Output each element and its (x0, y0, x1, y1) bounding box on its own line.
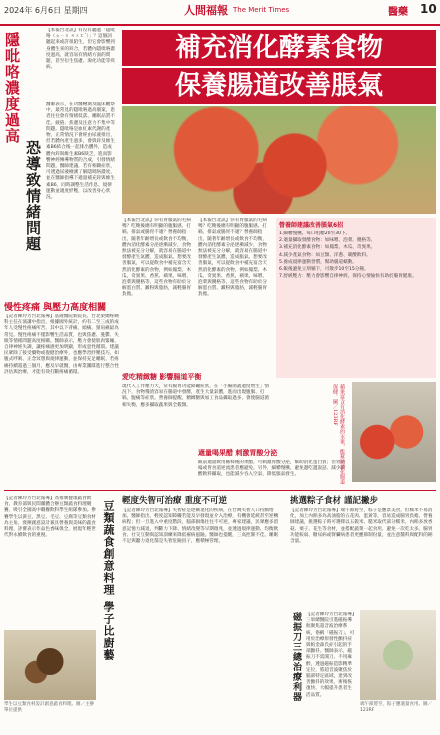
main-headline-1: 補充消化酵素食物 (122, 30, 436, 66)
zongzi-photo-caption: 端午節將至，粽子應適量食用。圖／123RF (360, 702, 432, 713)
tips-list (276, 231, 436, 281)
newspaper-logo-subtitle: The Merit Times (233, 6, 290, 14)
zongzi-photo (360, 610, 436, 700)
zongzi-body (290, 508, 436, 608)
vegan-photo-caption: 學生以豆類食材設計創意蔬食料理。圖／主辦單位提供 (4, 702, 94, 713)
stress-lead (46, 28, 116, 100)
tip-item: 3.補充消化酵素食物：如鳳梨、木瓜、奇異果。 (279, 245, 376, 251)
stress-body (46, 102, 116, 282)
dementia-title: 輕度失智可治療 重度不可逆 (122, 496, 227, 506)
vegan-title: 豆類蔬食創意料理 學子比廚藝 (102, 500, 115, 661)
tip-item: 7.舒緩壓力：壓力會影響自律神經，保持心情愉快有助於腸胃健康。 (279, 274, 417, 280)
stress-body-text: 醫師表示，在功醫檢測及臨床觀察中，最常見的隱吡咯過高個案，患者往往會有情緒低落、睡眠品質不佳、疲倦、焦慮及注意力不集中等問題。隱吡咯是血紅素代謝的產物，正常情況下會經由尿液排出，但若體內產生過多，會與鋅及維生素B6結合後一起排出體外，造成體內鋅與維生素B6缺乏，進而影響神經傳導物質的合成，引發情緒問題。醫師建議，若有相關症狀，可透過尿液檢測了解隱吡咯濃度，並在醫師指導下適量補充鋅與維生素B6，同時調整生活作息、規律運動並適度紓壓，以改善身心狀況。 (46, 102, 115, 201)
tip-item: 1.細嚼慢嚥，每口咀嚼20至30下。 (279, 231, 351, 236)
tip-item: 5.養成規律運動習慣，幫助腸道蠕動。 (279, 259, 357, 265)
issue-date: 2024年 6月6日 星期四 (4, 6, 88, 15)
apple-bowl-photo (352, 382, 436, 482)
main-mid (198, 218, 270, 368)
main-body-text: 【本報台北訊】你有胃脹氣的毛病嗎？吃飽後總有明顯的腹脹感、打嗝、排氣或腸胃不適？營養師指出，隨著年齡增長或飲食不均衡，體內消化酵素分泌逐漸減少，食物無法被充分分解，就容易在腸道中發酵產生氣體，造成脹氣。想要改善脹氣，可以從飲食中補充富含天然消化酵素的食物，例如鳳梨、木瓜、奇異果、香蕉、蘋果、味噌、泡菜與優格等，這些食物有助於分解蛋白質、澱粉與脂肪，減輕腸胃負擔。 (122, 218, 191, 298)
main-photo-caption: 蘋果富含有消化酵素的水果，能幫助消化腸道保健。圖／123RF (332, 384, 345, 484)
main-sub2-text: 飯前適量飲用稀釋後的果醋，可刺激胃酸分泌，幫助消化蛋白質；但胃潰瘍或胃食道逆流患者應避免。另外，細嚼慢嚥、避免邊吃邊說話、減少碳酸飲料攝取，也能減少吞入空氣，降低脹氣發生。 (198, 460, 346, 478)
pain-body (4, 314, 119, 484)
main-sub1-body (122, 384, 272, 444)
stress-lead-text: 【本報台北訊】有沒有聽過「隱吡咯（ㄆㄧㄡ ㄌㄨㄛˇ）」？這個詞聽起來或許很陌生，但它會影響到身體生來的鋅合，若體內隱吡咯濃度過高，就容易有情緒方面的問題，甚至衍生焦慮、淘化功能等疾病。 (46, 28, 115, 71)
main-sub1-text: 現代人工作壓力大，常有腸胃功能障礙症狀，在「小腸菌叢過度增生」情況下，食物殘渣容易在腸道中發酵，產生大量氣體，進而出現腹脹、打嗝、腹痛等症狀。營養師提醒，精緻糖與加工食品攝取過多，會使腸道菌相失衡，應多攝取蔬果與全穀類。 (122, 384, 270, 408)
dementia-body (122, 508, 282, 723)
vegan-body (4, 496, 96, 626)
vegan-food-photo (4, 630, 96, 700)
section-divider (4, 490, 436, 491)
stress-title-left: 恐導致情緒問題 (24, 140, 42, 252)
newspaper-logo: 人間福報 (184, 4, 228, 17)
stress-title-right: 隱吡咯濃度過高 (3, 32, 21, 144)
magnet-title: 磁振刀三總治療利器 (291, 612, 301, 702)
pain-body-text: 【記者陳玲芳台北報導】基隆醫院新院長、台北榮總疼痛科主任在演講中指出，根據國外統計，約有二至三成的成年人受慢性疼痛所苦，其中以下背痛、頭痛、頸肩痛最為常見。慢性疼痛不僅影響生活品質，也與焦慮、憂鬱、失眠等情緒問題高度相關。醫師表示，壓力會使肌肉緊繃、自律神經失調，讓疼痛感更加明顯，形成惡性循環。建議民眾除了接受藥物或復健治療外，也應學習紓壓技巧，如腹式呼吸、正念冥想與規律運動，並保持充足睡眠。若疼痛持續超過三個月，應及早就醫，由專業團隊進行整合性評估與治療，才能有效打斷疼痛循環。 (4, 314, 119, 375)
vegan-body-text: 【記者陳玲芳台北報導】為推廣健康蔬食飲食，教育部與民間團體合辦豆類蔬食料理競賽，吸引全國高中職餐飲科學生組隊參加。參賽學生以黃豆、黑豆、毛豆、豆腐等豆類食材為主角，發揮創意設計兼具營養與美味的蔬食料理，評審表示作品色香味俱全，展現年輕世代對永續飲食的重視。 (4, 496, 96, 539)
apple-photo-2 (352, 382, 436, 482)
dementia-body-text: 【記者陳玲芳台北報導】失智症是逐漸退化的疾病，在台灣失智人口持續增加。醫師指出，輕度認知障礙若能及早發現並介入治療，有機會延緩甚至逆轉病程；但一旦進入中重度階段，腦部損傷往往不可逆。專家建議，民眾應多留意記憶力減退、判斷力下降、情緒改變等早期徵兆，並透過規律運動、均衡飲食、社交互動與認知訓練來降低罹病風險。醫師也提醒，三高控制不佳、睡眠不足與聽力退化都是失智危險因子，應積極管理。 (122, 508, 279, 545)
main-body (122, 218, 194, 368)
tip-item: 4.減少產氣食物：如豆類、洋蔥、碳酸飲料。 (279, 252, 371, 258)
zongzi-body-text: 【記者陳玲芳台北報導】端午節將至，粽子是應景美食，但糯米不易消化，加上內餡多為高油脂的五花肉、蛋黃等，容易造成腸胃負擔。營養師建議，挑選粽子時可選擇以五穀米、糙米取代部分糯米，內餡多放香菇、栗子、花生等食材，並搭配蔬菜一起食用，避免一次吃太多。腸胃功能較弱、糖尿病或腎臟病患者更應節制份量，並注意醬料與配料的鈉含量。 (290, 508, 433, 545)
magnet-body-text: 【記者陳玲芳台北報導】三軍總醫院引進磁振導航聚焦超音波治療系統，俗稱「磁振刀」，可用於治療原發性顫抖症與帕金森氏症引起的手部顫抖。醫師表示，磁振刀不需開刀、不用麻醉，透過磁振造影精準定位，將超音波聚焦於腦部特定區域，達到改善顫抖的效果，術後恢復快，大幅提升患者生活品質。 (306, 612, 355, 698)
main-subhead-1: 愛吃精緻糖 影響腸道平衡 (122, 373, 202, 381)
main-headline-2: 保養腸道改善脹氣 (122, 68, 436, 104)
apple-photo (122, 106, 436, 214)
tips-box (276, 218, 436, 378)
magnet-body (306, 612, 356, 724)
main-mid-text: 【本報台北訊】你有胃脹氣的毛病嗎？吃飽後總有明顯的腹脹感、打嗝、排氣或腸胃不適？營養師指出，隨著年齡增長或飲食不均衡，體內消化酵素分泌逐漸減少，食物無法被充分分解，就容易在腸道中發酵產生氣體，造成脹氣。想要改善脹氣，可以從飲食中補充富含天然消化酵素的食物，例如鳳梨、木瓜、奇異果、香蕉、蘋果、味噌、泡菜與優格等，這些食物有助於分解蛋白質、澱粉與脂肪，減輕腸胃負擔。 (198, 218, 267, 298)
pain-title: 慢性疼痛 與壓力高度相關 (4, 303, 107, 313)
section-name: 醫藥 (388, 7, 408, 18)
tip-item: 6.飯後避免立刻躺下，可散步10至15分鐘。 (279, 267, 369, 273)
tips-title: 營養師建議改善脹氣6招 (279, 222, 344, 229)
main-subhead-2: 適量喝果醋 刺激胃酸分泌 (198, 449, 278, 457)
page-number: 10 (420, 2, 437, 16)
tip-item: 2.適量攝取發酵食物：如味噌、泡菜、優格等。 (279, 238, 376, 244)
zongzi-title: 挑選粽子食材 謹記撇步 (290, 496, 378, 506)
